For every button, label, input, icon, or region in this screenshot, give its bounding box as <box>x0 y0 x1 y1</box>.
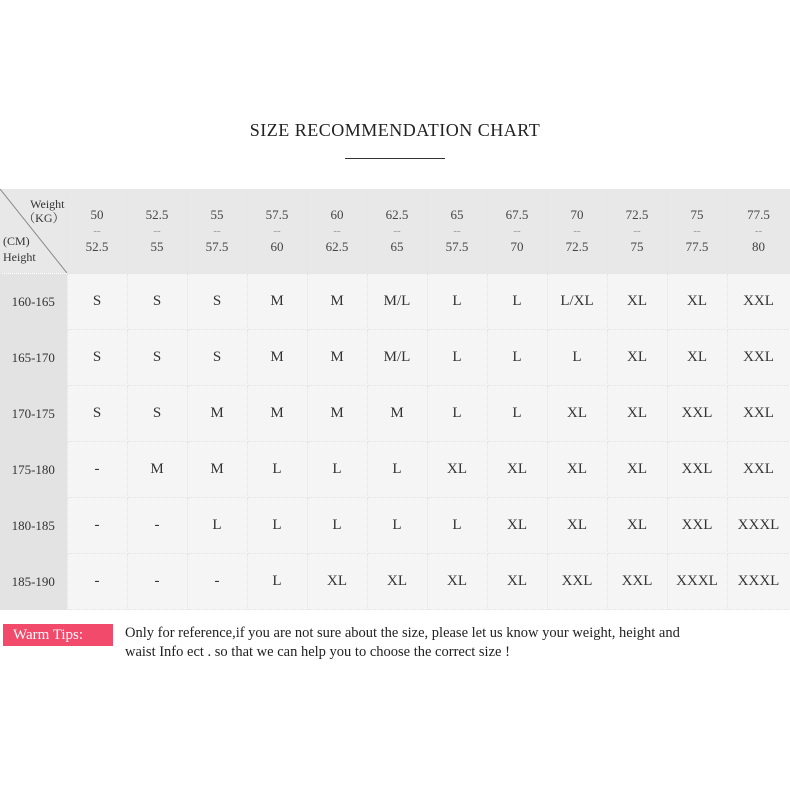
range-separator: -- <box>213 225 221 237</box>
size-cell: XXL <box>727 386 790 442</box>
size-cell: S <box>67 386 127 442</box>
weight-range-header <box>727 189 790 274</box>
range-separator: -- <box>754 225 763 237</box>
size-cell: L <box>307 498 367 554</box>
size-cell: - <box>127 554 187 610</box>
size-cell: S <box>187 274 247 330</box>
size-cell: XXXL <box>727 554 790 610</box>
height-label: Height <box>3 250 36 264</box>
weight-from: 57.5 <box>265 207 289 222</box>
size-cell: L <box>367 498 427 554</box>
size-cell: XXL <box>667 498 727 554</box>
size-cell: L <box>427 386 487 442</box>
size-cell: - <box>67 554 127 610</box>
size-cell: M/L <box>367 274 427 330</box>
size-cell: XL <box>607 330 667 386</box>
weight-from: 55 <box>210 207 224 222</box>
weight-to: 77.5 <box>685 239 709 254</box>
height-unit: (CM) <box>3 234 30 248</box>
height-range-label: 175-180 <box>0 442 67 498</box>
size-cell: XL <box>667 274 727 330</box>
range-separator: -- <box>333 225 341 237</box>
table-row <box>0 554 790 610</box>
size-cell: M <box>127 442 187 498</box>
weight-to: 57.5 <box>205 239 229 254</box>
size-cell: XL <box>307 554 367 610</box>
weight-to: 80 <box>752 239 765 254</box>
size-cell: XXXL <box>667 554 727 610</box>
size-cell: L <box>487 330 547 386</box>
size-cell: M <box>307 274 367 330</box>
weight-unit: （KG） <box>23 211 65 225</box>
size-cell: XXL <box>547 554 607 610</box>
weight-from: 70 <box>570 207 584 222</box>
weight-from: 67.5 <box>505 207 529 222</box>
size-cell: L <box>247 498 307 554</box>
size-cell: L <box>487 386 547 442</box>
weight-to: 62.5 <box>325 239 349 254</box>
size-cell: M <box>187 386 247 442</box>
range-separator: -- <box>273 225 281 237</box>
weight-range-header <box>307 189 367 274</box>
size-cell: XXL <box>667 386 727 442</box>
table-row <box>0 330 790 386</box>
size-cell: XL <box>607 274 667 330</box>
height-range-label: 160-165 <box>0 274 67 330</box>
weight-to: 60 <box>270 239 284 254</box>
weight-label: Weight <box>30 197 65 211</box>
table-row <box>0 386 790 442</box>
size-cell: XXL <box>727 274 790 330</box>
height-range-label: 170-175 <box>0 386 67 442</box>
size-cell: XL <box>487 442 547 498</box>
size-cell: L <box>307 442 367 498</box>
weight-from: 72.5 <box>625 207 649 222</box>
height-range-label: 185-190 <box>0 554 67 610</box>
size-cell: M/L <box>367 330 427 386</box>
size-table <box>0 189 790 610</box>
size-cell: L <box>247 554 307 610</box>
range-separator: -- <box>93 225 101 237</box>
range-separator: -- <box>573 225 581 237</box>
weight-from: 65 <box>450 207 464 222</box>
size-cell: L <box>427 330 487 386</box>
size-cell: XL <box>547 386 607 442</box>
size-cell: L <box>427 274 487 330</box>
range-separator: -- <box>513 225 521 237</box>
range-separator: -- <box>453 225 461 237</box>
warm-tips <box>0 622 790 682</box>
weight-range-header <box>367 189 427 274</box>
size-cell: - <box>67 442 127 498</box>
size-cell: M <box>367 386 427 442</box>
size-cell: XL <box>367 554 427 610</box>
size-cell: XL <box>547 442 607 498</box>
size-cell: S <box>67 330 127 386</box>
size-cell: XXXL <box>727 498 790 554</box>
size-cell: - <box>67 498 127 554</box>
size-cell: XXL <box>727 330 790 386</box>
weight-from: 60 <box>330 207 344 222</box>
size-cell: S <box>67 274 127 330</box>
weight-from: 62.5 <box>385 207 409 222</box>
size-cell: S <box>127 330 187 386</box>
weight-range-header <box>667 189 727 274</box>
size-cell: XL <box>607 386 667 442</box>
size-cell: L <box>247 442 307 498</box>
weight-range-header <box>547 189 607 274</box>
table-row <box>0 274 790 330</box>
size-cell: L <box>487 274 547 330</box>
range-separator: -- <box>693 225 701 237</box>
size-cell: M <box>187 442 247 498</box>
weight-from: 50 <box>90 207 104 222</box>
height-label-block <box>3 233 36 265</box>
size-cell: S <box>127 274 187 330</box>
weight-from: 75 <box>690 207 704 222</box>
range-separator: -- <box>153 225 161 237</box>
size-cell: M <box>247 330 307 386</box>
weight-range-header <box>187 189 247 274</box>
title-underline <box>345 158 445 159</box>
size-cell: XXL <box>667 442 727 498</box>
size-cell: XL <box>487 498 547 554</box>
height-range-label: 165-170 <box>0 330 67 386</box>
size-cell: XL <box>427 442 487 498</box>
height-range-label: 180-185 <box>0 498 67 554</box>
weight-from: 52.5 <box>145 207 169 222</box>
size-cell: XXL <box>727 442 790 498</box>
size-cell: S <box>187 330 247 386</box>
size-cell: L <box>367 442 427 498</box>
corner-header <box>0 189 67 274</box>
weight-range-header <box>127 189 187 274</box>
size-cell: XL <box>487 554 547 610</box>
size-cell: XXL <box>607 554 667 610</box>
weight-range-header <box>427 189 487 274</box>
size-cell: XL <box>607 498 667 554</box>
size-cell: - <box>187 554 247 610</box>
weight-range-header <box>487 189 547 274</box>
chart-title: SIZE RECOMMENDATION CHART <box>249 120 541 140</box>
weight-range-header <box>247 189 307 274</box>
size-cell: M <box>247 386 307 442</box>
weight-to: 57.5 <box>445 239 469 254</box>
size-cell: M <box>247 274 307 330</box>
size-cell: M <box>307 386 367 442</box>
size-cell: XL <box>427 554 487 610</box>
weight-to: 52.5 <box>85 239 109 254</box>
range-separator: -- <box>393 225 401 237</box>
weight-to: 75 <box>630 239 644 254</box>
warm-tips-badge: Warm Tips: <box>3 624 113 646</box>
range-separator: -- <box>633 225 641 237</box>
size-cell: XL <box>607 442 667 498</box>
weight-range-header <box>607 189 667 274</box>
table-row <box>0 498 790 554</box>
size-cell: XL <box>667 330 727 386</box>
weight-from: 77.5 <box>747 207 770 222</box>
size-cell: XL <box>547 498 607 554</box>
size-cell: S <box>127 386 187 442</box>
warm-tips-line-2: waist Info ect . so that we can help you to choose the correct size ! <box>125 644 510 660</box>
size-cell: L <box>187 498 247 554</box>
warm-tips-text <box>125 624 775 662</box>
weight-to: 65 <box>390 239 404 254</box>
size-cell: M <box>307 330 367 386</box>
size-cell: L <box>547 330 607 386</box>
header-row <box>0 189 790 274</box>
size-cell: L <box>427 498 487 554</box>
weight-to: 55 <box>150 239 164 254</box>
table-row <box>0 442 790 498</box>
size-cell: - <box>127 498 187 554</box>
weight-range-header <box>67 189 127 274</box>
warm-tips-line-1: Only for reference,if you are not sure about the size, please let us know your weight, height and <box>125 625 680 641</box>
size-cell: L/XL <box>547 274 607 330</box>
weight-label-block <box>23 197 64 225</box>
weight-to: 70 <box>510 239 524 254</box>
weight-to: 72.5 <box>565 239 589 254</box>
